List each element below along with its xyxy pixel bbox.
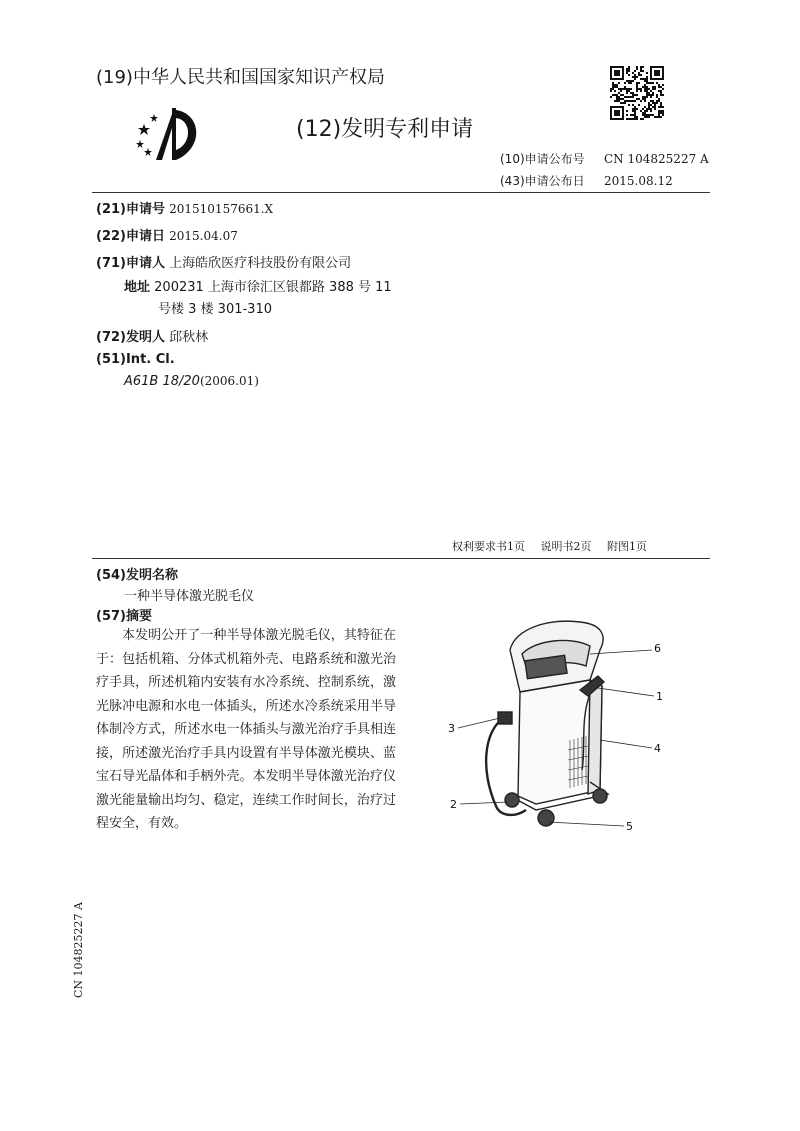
title-label: [96, 564, 178, 583]
patent-office-name: (19)中华人民共和国国家知识产权局: [96, 67, 385, 88]
device-figure: [440, 610, 680, 840]
address-line-2: 号楼 3 楼 301-310: [158, 302, 272, 317]
side-publication-number: CN 104825227 A: [72, 902, 85, 998]
application-date: 2015.04.07: [169, 229, 238, 243]
divider: [92, 192, 710, 193]
publication-date: 2015.08.12: [604, 174, 673, 188]
title-label-text: (54)发明名称: [96, 568, 178, 583]
publication-number: CN 104825227 A: [604, 152, 709, 166]
invention-title: 一种半导体激光脱毛仪: [124, 589, 255, 604]
address-label: 地址: [124, 280, 151, 295]
publication-number-label: (10)申请公布号: [500, 152, 585, 166]
address-field: [124, 276, 392, 295]
inventor-name: 邱秋林: [169, 330, 209, 345]
figure-label-5: 5: [626, 820, 633, 833]
publication-date-label: (43)申请公布日: [500, 174, 585, 188]
figure-label-4: 4: [654, 742, 661, 755]
applicant-label: (71)申请人: [96, 256, 165, 271]
abstract-label: [96, 605, 152, 624]
intcl-label-text: (51)Int. Cl.: [96, 352, 175, 367]
figure-label-1: 1: [656, 690, 663, 703]
figure-label-2: 2: [450, 798, 457, 811]
qr-code-icon: [610, 66, 664, 120]
abstract-text: 本发明公开了一种半导体激光脱毛仪，其特征在于：包括机箱、分体式机箱外壳、电路系统和激光治疗手具，所述机箱内安装有水冷系统、控制系统，激光脉冲电源和水电一体插头，所述水冷系统采用半导体制冷方式，所述水电一体插头与激光治疗手具相连接，所述激光治疗手具内设置有半导体激光模块、蓝宝石导光晶体和手柄外壳。本发明半导体激光治疗仪激光能量输出均匀、稳定，连续工作时间长，治疗过程安全，有效。: [96, 628, 396, 831]
applicant-name: 上海皓欣医疗科技股份有限公司: [169, 256, 352, 271]
intcl-label: [96, 352, 175, 367]
document-type: (12)发明专利申请: [296, 117, 474, 142]
claims-pages: 权利要求书1页: [452, 540, 525, 553]
application-number: 201510157661.X: [169, 202, 274, 216]
publication-date-row: [500, 172, 673, 189]
application-number-field: [96, 198, 273, 217]
publication-number-row: [500, 150, 709, 167]
intcl-code: A61B 18/20: [124, 374, 200, 389]
inventor-field: [96, 326, 208, 345]
application-number-label: (21)申请号: [96, 202, 165, 217]
page-count-row: [452, 538, 647, 554]
cnipa-emblem-icon: [132, 104, 208, 168]
description-pages: 说明书2页: [540, 540, 592, 553]
application-date-label: (22)申请日: [96, 229, 165, 244]
application-date-field: [96, 225, 238, 244]
figure-label-3: 3: [448, 722, 455, 735]
address-line-1: 200231 上海市徐汇区银都路 388 号 11: [154, 280, 392, 295]
abstract-label-text: (57)摘要: [96, 609, 152, 624]
divider: [92, 558, 710, 559]
figure-label-6: 6: [654, 642, 661, 655]
intcl-year: (2006.01): [199, 374, 259, 388]
inventor-label: (72)发明人: [96, 330, 165, 345]
drawings-pages: 附图1页: [607, 540, 647, 553]
intcl-field: [124, 374, 259, 389]
applicant-field: [96, 252, 351, 271]
